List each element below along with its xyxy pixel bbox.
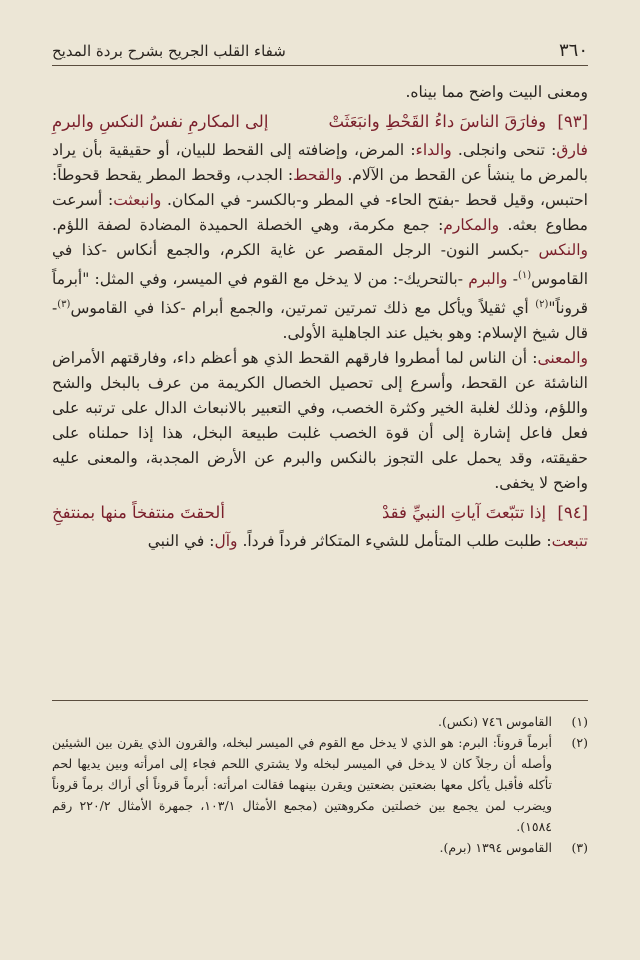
page-number: ٣٦٠ — [558, 40, 588, 61]
text-run: - — [507, 270, 518, 289]
defined-term: وانبعثت — [113, 191, 162, 209]
footnote-1-text: القاموس ٧٤٦ (نكس). — [438, 714, 552, 729]
text-run: : في النبي — [147, 532, 215, 551]
text-run: : أن الناس لما أمطروا فارقهم القحط الذي هو أعظم داء، وفارقتهم الأمراض الناشئة عن القحط، وأسرع إلى تحصيل الخصال الكريمة من عرف بالبخل والشح واللؤم، وذلك لغلبة الخير وكثرة الخصب، وفي التعبير بالانبعاث الدال على ترتبه على فعل فاعل إشارة إلى أن قوة الخصب غلبت طبيعة البخل، هذا إذا حملناه على حقيقته، وقد يحمل على التجوز بالنكس والبرم عن الأرض المجدبة، والمعنى عليه واضح لا يخفى. — [52, 349, 588, 493]
running-header — [52, 40, 588, 66]
text-run: : طلبت طلب المتأمل للشيء المتكاثر فرداً فرداً. — [237, 532, 552, 551]
verse-93 — [52, 109, 588, 134]
verse-94-second-hemistich: ألحقتَ منتفخاً منها بمنتفخِ — [52, 503, 225, 523]
footnote-1-number: (١) — [571, 714, 588, 729]
verse-93-number: [٩٣] — [557, 112, 588, 131]
text-run: : جمع مكرمة، وهي الخصلة الحميدة المضادة لصفة اللؤم. — [52, 216, 444, 234]
book-title: شفاء القلب الجريح بشرح بردة المديح — [52, 42, 286, 60]
defined-term: والبرم — [468, 270, 508, 289]
defined-term: والقحط — [293, 166, 343, 184]
main-text — [52, 80, 588, 554]
text-run: - قال شيخ الإسلام: وهو بخيل عند الجاهلية الأولى. — [52, 299, 588, 343]
footnote-ref: (٣) — [57, 299, 71, 311]
footnote-2 — [52, 732, 588, 837]
text-run: -بكسر النون- الرجل المقصر عن غاية الكرم، والجمع أنكاس -كذا في القاموس — [52, 241, 588, 289]
verse-94 — [52, 500, 588, 525]
footnote-ref: (١) — [517, 270, 532, 281]
text-run: أي ثقيلاً ويأكل مع ذلك تمرتين تمرتين، والجمع أبرام -كذا في القاموس — [70, 299, 536, 318]
intro-line: ومعنى البيت واضح مما بيناه. — [405, 83, 588, 101]
text-run: : المرض، وإضافته إلى القحط للبيان، أو حقيقية بأن يراد بالمرض ما ينشأ عن القحط من الآلام. — [52, 141, 588, 184]
footnote-3-number: (٣) — [571, 840, 588, 855]
verse-94-first-text: إذا تتبّعتَ آياتِ النبيِّ فقدْ — [381, 503, 547, 523]
defined-term: والمعنى — [537, 349, 588, 368]
defined-term: تتبعت — [551, 532, 588, 551]
text-run: : تنحى وانجلى. — [451, 141, 557, 159]
footnote-2-text: أبرماً قروناً: البرم: هو الذي لا يدخل مع القوم في الميسر لبخله، والقرون الذي يقرن بين الشيئين وأصله أن رجلاً كان لا يدخل في الميسر لبخله ولا يشتري اللحم فجاء إلى امرأته وبين يديها لحم تأكله فأقبل يأكل معها بضعتين بضعتين ويقرن بينهما فقالت امرأته: أبرماً قروناً أي أراك برماً قروناً ويضرب لمن يجمع بين خصلتين مكروهتين (مجمع الأمثال ١٠٣/١، جمهرة الأمثال ٢٢٠/٢ رقم ١٥٨٤). — [52, 735, 552, 834]
verse-93-first-text: وفارَقَ الناسَ داءُ القَحْطِ وانبَعَثَتْ — [328, 112, 547, 131]
footnote-3-text: القاموس ١٣٩٤ (برم). — [439, 840, 552, 855]
text-run: -بالتحريك-: من لا يدخل مع القوم في الميسر، وفي المثل: "أبرماً قروناً" — [52, 270, 588, 318]
defined-term: والمكارم — [443, 216, 500, 234]
defined-term: وآل — [214, 532, 238, 551]
footnotes — [52, 700, 588, 858]
verse-93-second-hemistich: إلى المكارمِ نفسُ النكسِ والبرمِ — [52, 112, 269, 131]
defined-term: والداء — [415, 141, 452, 159]
commentary-paragraph-1 — [52, 138, 588, 346]
text-run: : الجدب، وقحط المطر يقحط قحوطاً: احتبس، وقيل قحط -بفتح الحاء- في المطر و-بالكسر- في المكان. — [52, 166, 588, 209]
footnote-2-number: (٢) — [571, 735, 588, 750]
text-run: : أسرعت مطاوع بعثه. — [52, 191, 588, 234]
verse-94-number: [٩٤] — [557, 503, 588, 523]
defined-term: فارق — [556, 141, 588, 159]
verse-93-first-hemistich — [329, 109, 588, 134]
commentary-paragraph-3 — [52, 529, 588, 554]
verse-94-first-hemistich — [382, 500, 588, 525]
footnote-1 — [52, 711, 588, 732]
commentary-paragraph-2 — [52, 346, 588, 496]
footnote-3 — [52, 837, 588, 858]
defined-term: والنكس — [538, 241, 588, 259]
footnote-ref: (٢) — [535, 299, 549, 311]
